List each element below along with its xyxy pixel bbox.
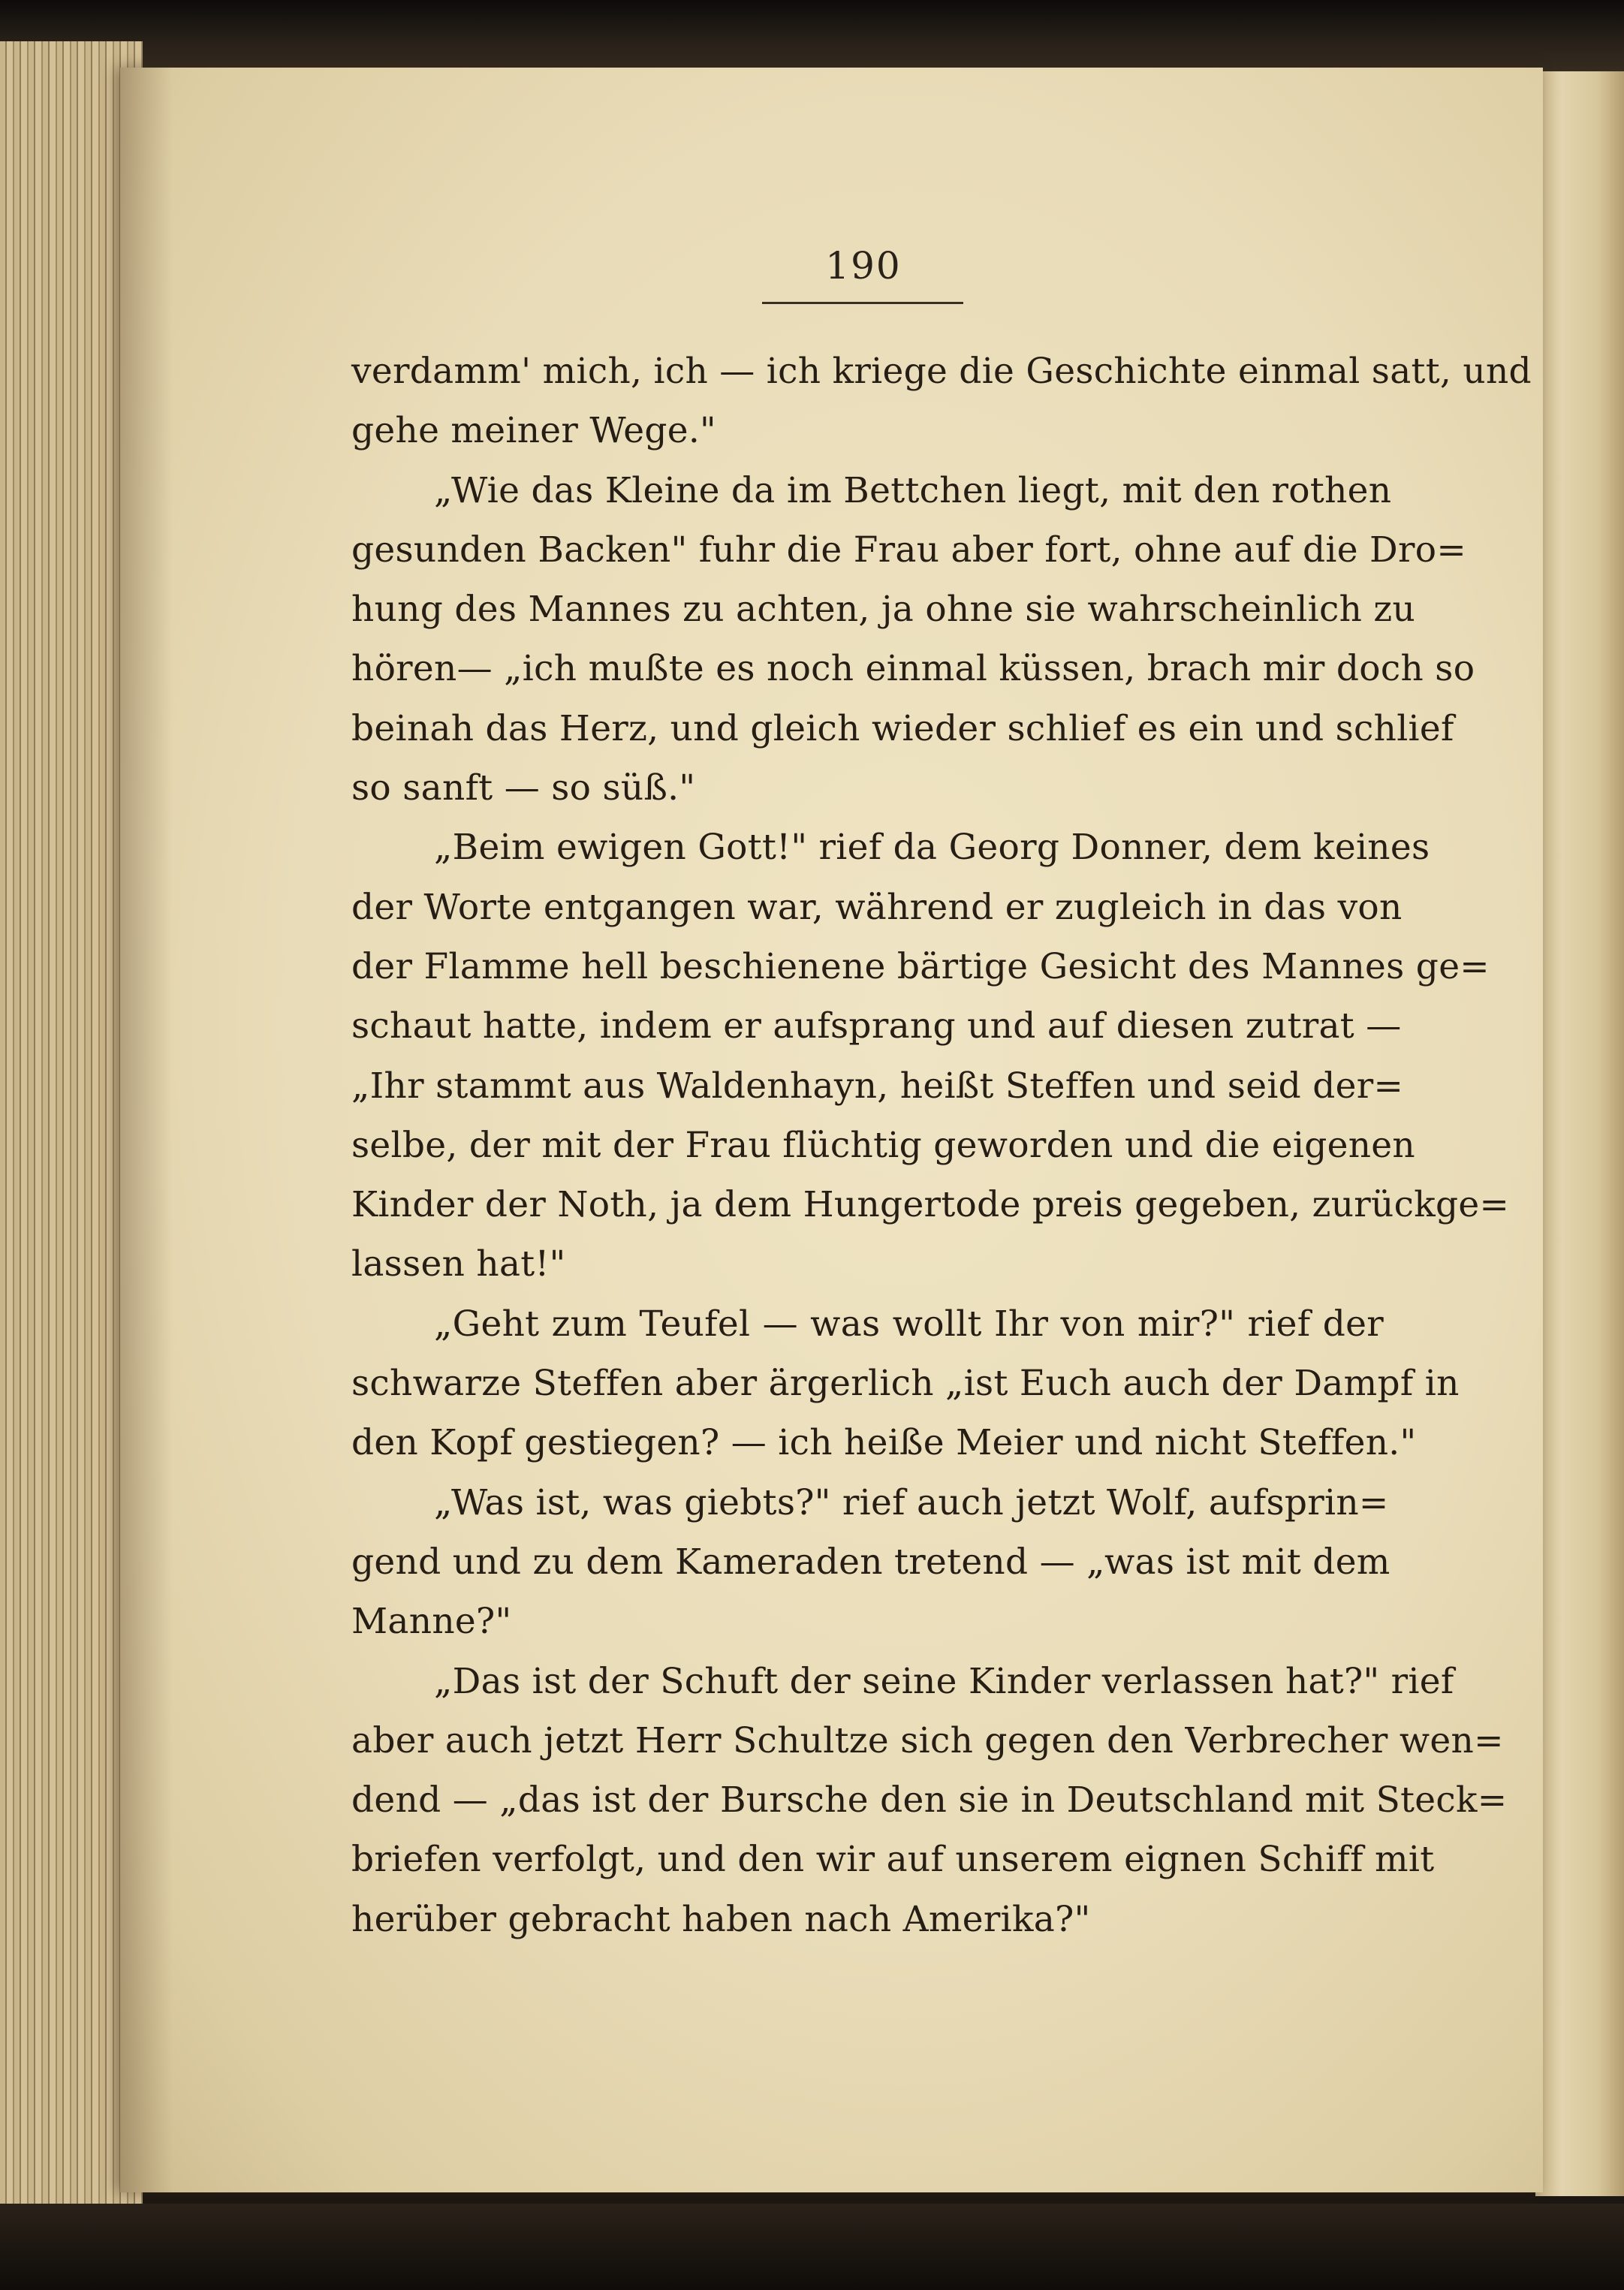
text-line: gesunden Backen" fuhr die Frau aber fort, ohne auf die Dro= [351, 529, 1467, 571]
text-line: gehe meiner Wege." [351, 410, 716, 452]
book-cover-bottom [0, 2204, 1624, 2290]
text-line: verdamm' mich, ich — ich kriege die Geschichte einmal satt, und [351, 351, 1532, 392]
text-line: „Beim ewigen Gott!" rief da Georg Donner, dem keines [434, 827, 1430, 869]
text-line: der Flamme hell beschienene bärtige Gesicht des Mannes ge= [351, 945, 1490, 987]
text-line: Manne?" [351, 1601, 512, 1643]
body-text [351, 342, 1532, 1949]
text-line: hören— „ich mußte es noch einmal küssen, brach mir doch so [351, 648, 1475, 690]
text-line: hung des Mannes zu achten, ja ohne sie wahrscheinlich zu [351, 589, 1416, 631]
text-line: den Kopf gestiegen? — ich heiße Meier und nicht Steffen." [351, 1422, 1417, 1464]
text-line: selbe, der mit der Frau flüchtig geworden und die eigenen [351, 1124, 1415, 1166]
text-line: „Das ist der Schuft der seine Kinder verlassen hat?" rief [434, 1660, 1454, 1702]
text-line: „Ihr stammt aus Waldenhayn, heißt Steffen und seid der= [351, 1065, 1404, 1107]
text-line: Kinder der Noth, ja dem Hungertode preis gegeben, zurückge= [351, 1184, 1510, 1226]
text-line: gend und zu dem Kameraden tretend — „was ist mit dem [351, 1541, 1390, 1583]
text-line: „Wie das Kleine da im Bettchen liegt, mit den rothen [434, 469, 1392, 511]
text-line: so sanft — so süß." [351, 767, 696, 809]
text-line: herüber gebracht haben nach Amerika?" [351, 1898, 1091, 1940]
right-page-edge [1535, 71, 1624, 2196]
text-line: schaut hatte, indem er aufsprang und auf diesen zutrat — [351, 1005, 1402, 1047]
gutter-shadow [120, 68, 173, 2192]
text-line: „Geht zum Teufel — was wollt Ihr von mir?" rief der [434, 1303, 1384, 1345]
header-rule [762, 302, 963, 304]
text-line: briefen verfolgt, und den wir auf unserem eignen Schiff mit [351, 1839, 1435, 1881]
text-line: beinah das Herz, und gleich wieder schlief es ein und schlief [351, 707, 1454, 749]
page-number: 190 [825, 244, 902, 288]
text-line: „Was ist, was giebts?" rief auch jetzt Wolf, aufsprin= [434, 1481, 1389, 1523]
text-line: dend — „das ist der Bursche den sie in Deutschland mit Steck= [351, 1779, 1508, 1821]
text-line: der Worte entgangen war, während er zugleich in das von [351, 886, 1403, 928]
text-line: lassen hat!" [351, 1243, 566, 1285]
text-line: schwarze Steffen aber ärgerlich „ist Euch auch der Dampf in [351, 1363, 1460, 1405]
text-line: aber auch jetzt Herr Schultze sich gegen den Verbrecher wen= [351, 1719, 1504, 1761]
